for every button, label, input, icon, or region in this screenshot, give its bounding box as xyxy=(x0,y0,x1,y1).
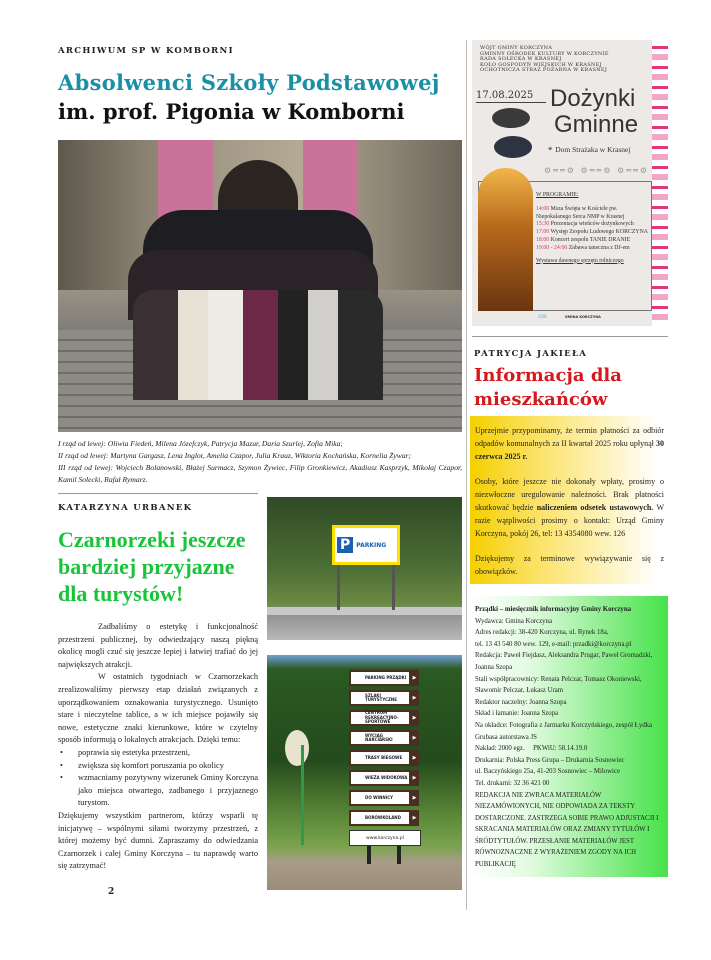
imprint-line: Stali współpracownicy: Renata Pelczar, Tomasz Okoniewski, Sławomir Pelczar, Łukasz Uram xyxy=(475,675,642,695)
imprint-disclaimer: REDAKCJA NIE ZWRACA MATERIAŁÓW NIEZAMÓWIONYCH, NIE ODPOWIADA ZA TEKSTY DOSTARCZONE. ZASTRZEGA SOBIE PRAWO ADJUSTACJI I SKRACANIA MATERIAŁÓW ORAZ ZMIANY TYTUŁÓW I ŚRÓDTYTUŁÓW. PRZESŁANIE MATERIAŁÓW JEST RÓWNOZNACZNE Z WYRAŻENIEM ZGODY NA ICH PUBLIKACJĘ xyxy=(475,791,659,869)
benefits-list xyxy=(58,747,258,810)
imprint-line: Adres redakcji: 38-420 Korczyna, ul. Rynek 18a, xyxy=(475,629,609,637)
imprint-line: tel. 13 43 540 80 wew. 129, e-mail: przadki@korczyna.pl xyxy=(475,640,632,648)
imprint-line: Tel. drukarni: 32 36 421 00 xyxy=(475,779,550,787)
imprint-line: Redaktor naczelny: Joanna Szopa xyxy=(475,698,567,706)
announcement-box xyxy=(470,416,668,584)
poster-logos xyxy=(538,314,601,319)
harvest-festival-poster xyxy=(472,40,668,326)
sign-running-routes: TRASY BIEGOWE ▶ xyxy=(349,750,411,766)
article-title-line1: Absolwenci Szkoły Podstawowej xyxy=(58,70,440,95)
sign-borowkoland: BORÓWKOLAND ▶ xyxy=(349,810,411,826)
article-2 xyxy=(58,526,261,897)
imprint-line: Skład i łamanie: Joanna Szopa xyxy=(475,710,559,718)
poster-photo-1 xyxy=(492,108,530,128)
sign-parking: PARKING PRZĄDKI ▶ xyxy=(349,670,411,686)
article-title-line2: im. prof. Pigonia w Komborni xyxy=(58,99,405,124)
section-kicker: ARCHIWUM SP W KOMBORNI xyxy=(58,46,234,56)
imprint-line: Wydawca: Gmina Korczyna xyxy=(475,617,552,625)
parking-sign xyxy=(332,525,400,565)
imprint-line: Nakład: 2000 egz. PKWiU: 58.14.19.0 xyxy=(475,745,588,753)
article-title-2: Czarnorzeki jeszcze bardziej przyjazne dla turystów! xyxy=(58,527,246,606)
page-number: 2 xyxy=(108,886,115,897)
gok-logo: GOK xyxy=(538,314,547,319)
direction-signs-photo xyxy=(267,655,462,890)
imprint-line: ul. Baczyńskiego 25a, 41-203 Sosnowiec – Milowice xyxy=(475,768,620,776)
paragraph: Dziękujemy wszystkim partnerom, którzy wsparli tę inicjatywę – wspólnymi siłami tworzymy przestrzeń, z której możemy być dumni. Zapraszamy do odwiedzania Czarnorzek i całej Gminy Korczyna – tu naprawdę warto się zatrzymać! xyxy=(58,810,258,871)
poster-photo-2 xyxy=(494,136,532,158)
paragraph: Uprzejmie przypominamy, że termin płatności za odbiór odpadów komunalnych za II kwartał 2025 roku upłynął 30 czerwca 2025 r. xyxy=(475,426,664,461)
sign-trails: SZLAKI TURYSTYCZNE ▶ xyxy=(349,690,411,706)
paragraph: W ostatnich tygodniach w Czarnorzekach zrealizowaliśmy pierwszy etap działań związanych z uporządkowaniem oznakowania turystycznego. Usunięto stare i nieczytelne tablice, a w ich miejsce pojawiły się nowe, estetyczne znaki kierunkowe, które w czytelny sposób informują o lokalnych atrakcjach. Dzięki temu: xyxy=(58,672,258,745)
parking-sign-label: PARKING xyxy=(356,541,387,549)
photo-caption xyxy=(58,438,462,486)
section-kicker-3: PATRYCJA JAKIEŁA xyxy=(474,349,588,359)
list-item: • poprawia się estetyka przestrzeni, xyxy=(58,747,258,760)
announcement-title: Informacja dla mieszkańców xyxy=(474,365,622,410)
map-pin-icon: ⌖ xyxy=(548,144,553,153)
sign-website: www.korczyna.pl xyxy=(349,830,421,846)
parking-sign-photo xyxy=(267,497,462,640)
imprint-line: Na okładce: Fotografia z Jarmarku Korczyńskiego, zespół Łydka Grubasa autorstawa JS xyxy=(475,721,653,741)
list-item: • wzmacniamy pozytywny wizerunek Gminy Korczyna jako miejsca otwartego, zadbanego i przyjaznego turystom. xyxy=(58,772,258,810)
graduates-photo xyxy=(58,140,462,432)
sign-lookout-tower: WIEŻA WIDOKOWA ▶ xyxy=(349,770,411,786)
caption-row-1: I rząd od lewej: Oliwia Fiedeń, Milena Józefczyk, Patrycja Mazur, Daria Szurlej, Zofia Mika; xyxy=(58,439,343,448)
imprint-title: Prządki – miesięcznik informacyjny Gminy Korczyna xyxy=(475,606,631,613)
paragraph: Dziękujemy za terminowe wywiązywanie się z obowiązków. xyxy=(475,554,664,576)
column-divider xyxy=(466,40,467,910)
article-body xyxy=(58,621,258,873)
tractor-icons: ⚙══⚙ ⚙══⚙ ⚙══⚙ xyxy=(544,166,650,175)
folk-ornament-border xyxy=(652,40,668,326)
imprint-line: Redakcja: Paweł Fiejdasz, Aleksandra Prugar, Paweł Gromadzki, Joanna Szopa xyxy=(475,652,653,671)
poster-organizers: WÓJT GMINY KORCZYNA GMINNY OŚRODEK KULTURY W KORCZYNIE RADA SOŁECKA W KRASNEJ KOŁO GOSPODYŃ WIEJSKICH W KRASNEJ OCHOTNICZA STRAŻ POŻARNA W KRASNEJ xyxy=(480,45,609,74)
imprint-box xyxy=(470,596,668,877)
imprint-line: Drukarnia: Polska Press Grupa – Drukarnia Sosnowiec xyxy=(475,756,625,764)
section-kicker-2: KATARZYNA URBANEK xyxy=(58,503,193,513)
divider xyxy=(472,336,668,337)
poster-date: 17.08.2025 xyxy=(476,90,546,103)
sign-vineyard: DO WINNICY ▶ xyxy=(349,790,411,806)
program-list: W PROGRAMIE: 14:00 Msza Święta w Kościele pw. Niepokalanego Serca NMP w Krasnej 15:30 Prezentacja wieńców dożynkowych 17:00 Występ Zespołu Ludowego KORCZYNA 18:00 Koncert zespołu TANIE DRANIE 19:00 - 24:00 Zabawa taneczna z DJ-em Wystawa dawnego sprzętu rolniczego xyxy=(536,192,648,264)
wheat-image xyxy=(478,168,533,311)
sign-sports-centre: CENTRUM REKREACYJNO-SPORTOWE ▶ xyxy=(349,710,411,726)
gmina-logo: GMINA KORCZYNA xyxy=(564,314,601,319)
paragraph: Zadbaliśmy o estetykę i funkcjonalność przestrzeni publicznej, by odwiedzający naszą piękną okolicę mogli czuć się jeszcze lepiej i łatwiej trafiać do jej największych atrakcji. xyxy=(58,622,258,669)
list-item: • zwiększa się komfort poruszania po okolicy xyxy=(58,760,258,773)
divider xyxy=(58,493,258,494)
sign-ski-lift: WYCIĄG NARCIARSKI ▶ xyxy=(349,730,411,746)
poster-title: Dożynki Gminne xyxy=(550,85,639,138)
paragraph: Osoby, które jeszcze nie dokonały wpłaty, prosimy o niezwłoczne uregulowanie należności. Brak płatności skutkować będzie naliczeniem odsetek ustawowych. W razie wątpliwości prosimy o kontakt: Urząd Gminy Korczyna, pokój 26, tel: 13 4354080 wew. 126 xyxy=(475,477,665,538)
caption-row-2: II rząd od lewej: Martyna Gargasz, Lena Inglot, Amelia Czapor, Julia Krauz, Wiktoria Kochańska, Kornelia Żywar; xyxy=(58,451,412,460)
right-column xyxy=(470,349,668,877)
parking-icon: P xyxy=(337,537,353,553)
poster-location: ⌖ Dom Strażaka w Krasnej xyxy=(548,144,631,154)
caption-row-3: III rząd od lewej: Wojciech Bolanowski, Błażej Surmacz, Szymon Żywiec, Filip Gronkiewicz, Akadiusz Kasprzyk, Mikołaj Czapor, Kamil Solecki, Rafał Rymarz. xyxy=(58,463,462,484)
